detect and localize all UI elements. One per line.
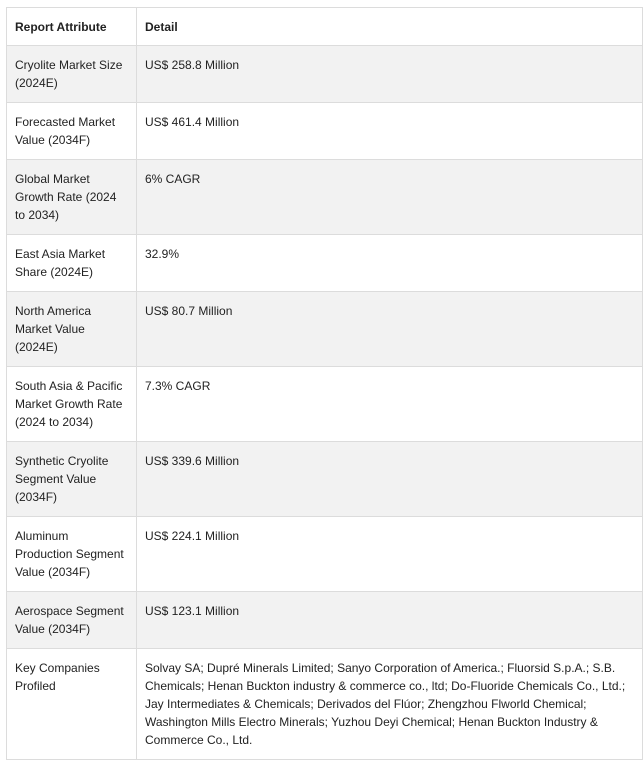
detail-cell: US$ 123.1 Million	[137, 592, 643, 649]
attribute-cell: Aluminum Production Segment Value (2034F)	[7, 517, 137, 592]
attribute-cell: Cryolite Market Size (2024E)	[7, 46, 137, 103]
table-header-row	[7, 8, 643, 46]
attribute-cell: Forecasted Market Value (2034F)	[7, 103, 137, 160]
table-row	[7, 592, 643, 649]
detail-cell: 32.9%	[137, 235, 643, 292]
attribute-cell: East Asia Market Share (2024E)	[7, 235, 137, 292]
detail-cell: Solvay SA; Dupré Minerals Limited; Sanyo Corporation of America.; Fluorsid S.p.A.; S.B. Chemicals; Henan Buckton industry & commerce co., ltd; Do-Fluoride Chemicals Co., Ltd.; Jay Intermediates & Chemicals; Derivados del Flúor; Zhengzhou Flworld Chemical; Washington Mills Electro Minerals; Yuzhou Deyi Chemical; Henan Buckton Industry & Commerce Co., Ltd.	[137, 649, 643, 760]
table-row	[7, 103, 643, 160]
table-row	[7, 649, 643, 760]
report-attributes-table	[6, 7, 643, 760]
detail-cell: US$ 258.8 Million	[137, 46, 643, 103]
attribute-cell: Aerospace Segment Value (2034F)	[7, 592, 137, 649]
detail-cell: US$ 80.7 Million	[137, 292, 643, 367]
detail-cell: 6% CAGR	[137, 160, 643, 235]
table-row	[7, 46, 643, 103]
table-row	[7, 235, 643, 292]
table-row	[7, 292, 643, 367]
table-row	[7, 160, 643, 235]
attribute-cell: Global Market Growth Rate (2024 to 2034)	[7, 160, 137, 235]
detail-cell: US$ 461.4 Million	[137, 103, 643, 160]
detail-cell: US$ 339.6 Million	[137, 442, 643, 517]
detail-cell: 7.3% CAGR	[137, 367, 643, 442]
table-row	[7, 517, 643, 592]
table-row	[7, 442, 643, 517]
attribute-cell: Synthetic Cryolite Segment Value (2034F)	[7, 442, 137, 517]
table-row	[7, 367, 643, 442]
attribute-cell: Key Companies Profiled	[7, 649, 137, 760]
detail-cell: US$ 224.1 Million	[137, 517, 643, 592]
header-detail: Detail	[137, 8, 643, 46]
attribute-cell: South Asia & Pacific Market Growth Rate (2024 to 2034)	[7, 367, 137, 442]
attribute-cell: North America Market Value (2024E)	[7, 292, 137, 367]
header-report-attribute: Report Attribute	[7, 8, 137, 46]
